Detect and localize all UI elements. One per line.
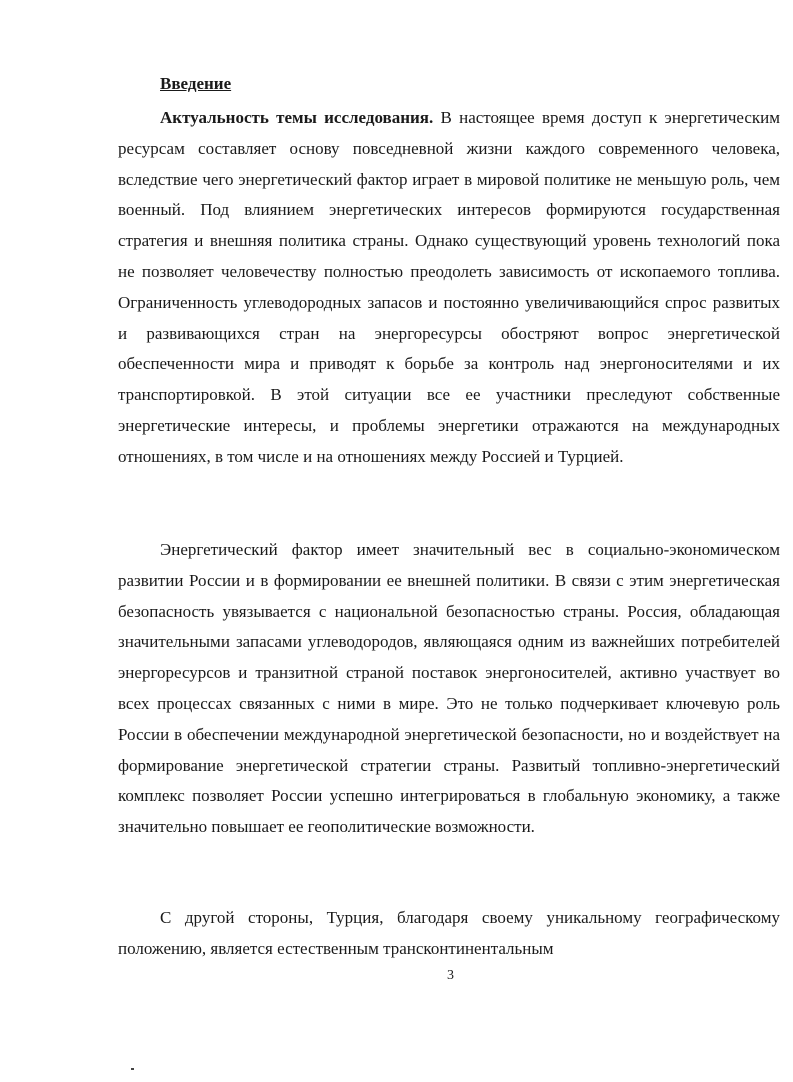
page-number: 3 [447,968,454,983]
section-heading: Введение [160,74,232,93]
paragraph-energy-factor [118,535,780,843]
paragraph-text: В настоящее время доступ к энергетическим ресурсам составляет основу повседневной жизни каждого современного человека, вследствие чего энергетический фактор играет в мировой политике не меньшую роль, чем военный. Под влиянием энергетических интересов формируются государственная стратегия и внешняя политика страны. Однако существующий уровень технологий пока не позволяет человечеству полностью преодолеть зависимость от ископаемого топлива. Ограниченность углеводородных запасов и постоянно увеличивающийся спрос развитых и развивающихся стран на энергоресурсы обостряют вопрос энергетической обеспеченности мира и приводят к борьбе за контроль над энергоносителями и их транспортировкой. В этой ситуации все ее участники преследуют собственные энергетические интересы, и проблемы энергетики отражаются на международных отношениях, в том числе и на отношениях между Россией и Турцией. [118,108,780,466]
scan-artifact [131,1068,134,1070]
paragraph-text: С другой стороны, Турция, благодаря своему уникальному географическому положению, является естественным трансконтинентальным [118,908,780,958]
paragraph-turkey [118,903,780,965]
paragraph-lead: Актуальность темы исследования. [160,108,434,127]
paragraph-text: Энергетический фактор имеет значительный вес в социально-экономическом развитии России и в формировании ее внешней политики. В связи с этим энергетическая безопасность увязывается с национальной безопасностью страны. Россия, обладающая значительными запасами углеводородов, являющаяся одним из важнейших потребителей энергоресурсов и транзитной страной поставок энергоносителей, активно участвует во всех процессах связанных с ними в мире. Это не только подчеркивает ключевую роль России в обеспечении международной энергетической безопасности, но и воздействует на формирование энергетической стратегии страны. Развитый топливно-энергетический комплекс позволяет России успешно интегрироваться в глобальную экономику, а также значительно повышает ее геополитические возможности. [118,540,780,837]
paragraph-relevance [118,103,780,473]
